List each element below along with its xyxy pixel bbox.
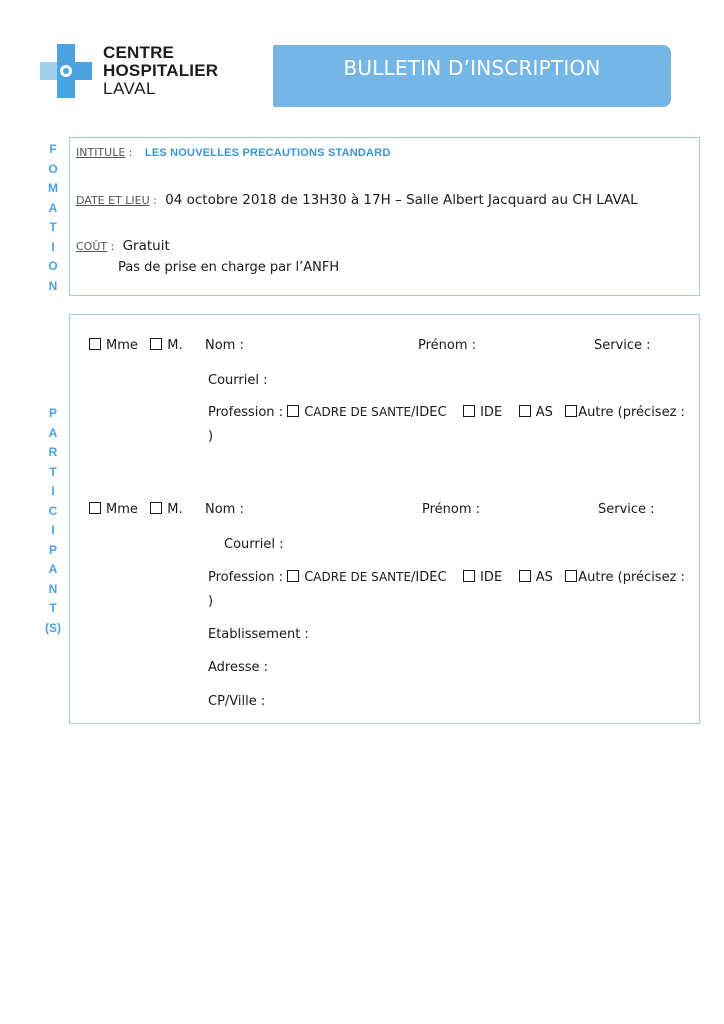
logo-line-hospitalier: HOSPITALIER	[103, 61, 219, 80]
profession-label: Profession :	[208, 405, 284, 420]
cadre-checkbox[interactable]	[287, 405, 299, 417]
idec-label: /IDEC	[411, 570, 447, 585]
nom-field[interactable]: Nom :	[205, 502, 244, 517]
participants-box	[69, 314, 700, 724]
logo-line-laval: LAVAL	[103, 79, 156, 98]
ide-checkbox[interactable]	[463, 405, 475, 417]
logo-line-centre: CENTRE	[103, 43, 175, 62]
logo-text	[103, 44, 218, 98]
mme-checkbox[interactable]	[89, 338, 101, 350]
side-letter: T	[49, 464, 57, 479]
service-field[interactable]: Service :	[594, 338, 651, 353]
side-letter: I	[51, 523, 55, 537]
profession-label: Profession :	[208, 570, 284, 585]
side-letter: N	[48, 581, 58, 596]
intitule-row	[76, 145, 390, 160]
side-letter: I	[51, 484, 55, 498]
service-field[interactable]: Service :	[598, 502, 655, 517]
profession-row	[208, 570, 685, 585]
side-letter: T	[49, 220, 57, 234]
autre-checkbox[interactable]	[565, 405, 577, 417]
cadre-initial: C	[304, 405, 314, 420]
cp-ville-field[interactable]: CP/Ville :	[208, 694, 266, 709]
profession-row	[208, 405, 685, 420]
side-letter: A	[48, 562, 58, 576]
label-colon: :	[125, 146, 133, 159]
side-letter: A	[48, 200, 58, 215]
cout-label: COÛT	[76, 240, 108, 253]
cadre-initial: C	[304, 570, 314, 585]
medical-cross-icon	[40, 44, 92, 98]
hospital-logo	[40, 44, 240, 104]
mme-label: Mme	[106, 338, 138, 353]
intitule-label: INTITULE	[76, 146, 126, 159]
side-letter: O	[48, 259, 58, 273]
m-label: M.	[167, 502, 183, 517]
side-letter: N	[48, 278, 58, 293]
side-letter: P	[48, 542, 57, 557]
side-letter: R	[48, 445, 58, 459]
cout-row	[76, 238, 170, 254]
intitule-value: LES NOUVELLES PRECAUTIONS STANDARD	[144, 147, 391, 159]
m-checkbox[interactable]	[150, 338, 162, 350]
side-label-participants	[43, 404, 63, 638]
m-label: M.	[167, 338, 183, 353]
cadre-label: ADRE DE SANTE	[313, 405, 412, 419]
side-letter: M	[48, 181, 58, 195]
date-label: DATE ET LIEU	[76, 194, 150, 207]
side-letter: O	[48, 161, 58, 176]
autre-label: Autre (précisez :	[578, 570, 685, 585]
nom-field[interactable]: Nom :	[205, 338, 244, 353]
side-letter: T	[49, 601, 57, 615]
cadre-label: ADRE DE SANTE	[313, 570, 412, 584]
prenom-field[interactable]: Prénom :	[418, 338, 477, 353]
side-letter: C	[48, 503, 58, 518]
date-value: 04 octobre 2018 de 13H30 à 17H – Salle Albert Jacquard au CH LAVAL	[165, 192, 638, 208]
side-letter: F	[49, 142, 57, 156]
participant-2-civility	[89, 502, 183, 517]
adresse-field[interactable]: Adresse :	[208, 660, 269, 675]
m-checkbox[interactable]	[150, 502, 162, 514]
side-letter: A	[48, 425, 58, 440]
label-colon: :	[107, 240, 115, 253]
cadre-checkbox[interactable]	[287, 570, 299, 582]
etablissement-field[interactable]: Etablissement :	[208, 627, 309, 642]
idec-label: /IDEC	[411, 405, 447, 420]
side-label-formation	[43, 140, 63, 296]
date-row	[76, 192, 638, 208]
banner-title: BULLETIN D’INSCRIPTION	[273, 45, 671, 107]
ide-label: IDE	[480, 570, 503, 585]
autre-close: )	[208, 594, 214, 609]
as-checkbox[interactable]	[519, 405, 531, 417]
participant-1-civility	[89, 338, 183, 353]
label-colon: :	[149, 194, 157, 207]
autre-close: )	[208, 429, 214, 444]
as-label: AS	[535, 570, 553, 585]
prenom-field[interactable]: Prénom :	[422, 502, 481, 517]
autre-checkbox[interactable]	[565, 570, 577, 582]
mme-label: Mme	[106, 502, 138, 517]
ide-label: IDE	[480, 405, 503, 420]
courriel-field[interactable]: Courriel :	[224, 537, 284, 552]
side-letter: (S)	[45, 620, 61, 635]
autre-label: Autre (précisez :	[578, 405, 685, 420]
side-letter: I	[51, 239, 55, 254]
cout-value: Gratuit	[122, 238, 170, 254]
cout-note: Pas de prise en charge par l’ANFH	[118, 260, 340, 275]
courriel-field[interactable]: Courriel :	[208, 373, 268, 388]
mme-checkbox[interactable]	[89, 502, 101, 514]
as-checkbox[interactable]	[519, 570, 531, 582]
as-label: AS	[535, 405, 553, 420]
ide-checkbox[interactable]	[463, 570, 475, 582]
side-letter: P	[48, 406, 57, 420]
